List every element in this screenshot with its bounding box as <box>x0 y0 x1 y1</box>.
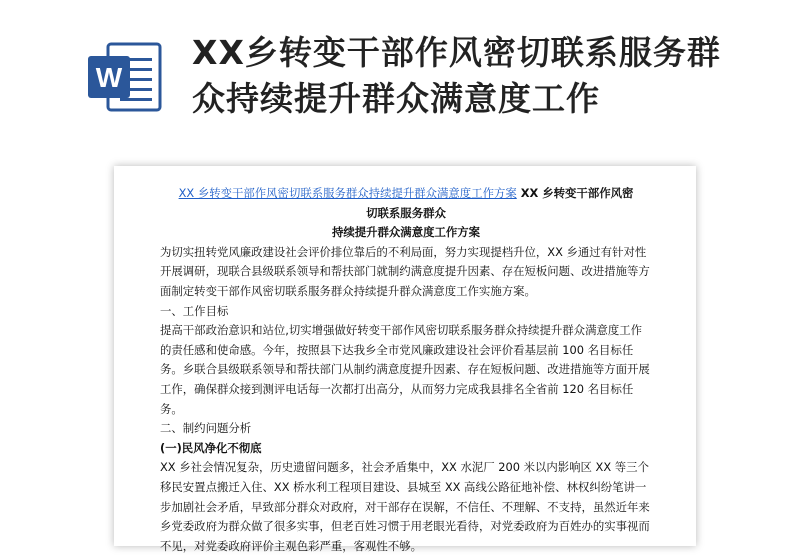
document-title-tail: XX 乡转变干部作风密 <box>516 186 634 200</box>
word-document-icon <box>86 38 164 116</box>
document-link[interactable]: XX 乡转变干部作风密切联系服务群众持续提升群众满意度工作方案 <box>178 186 517 200</box>
document-title-line <box>160 184 652 204</box>
header <box>0 0 800 150</box>
document-content <box>160 184 652 556</box>
word-icon-letter: W <box>95 62 123 93</box>
section1-heading: 一、工作目标 <box>160 303 229 318</box>
document-subtitle: 持续提升群众满意度工作方案 <box>331 225 481 240</box>
section1-paragraph: 提高干部政治意识和站位,切实增强做好转变干部作风密切联系服务群众持续提升群众满意度工作的责任感和使命感。今年，按照县下达我乡全市党风廉政建设社会评价看基层前 100 名目标任务。乡联合县级联系领导和帮扶部门从制约满意度提升因素、存在短板问题、改进措施等方面开展工作，确保群众接到测评电话每一次都打出高分，从而努力完成我县排名全省前 120 名目标任务。 <box>160 323 650 416</box>
document-page <box>114 166 696 553</box>
subsection1-heading: (一)民风净化不彻底 <box>160 440 262 455</box>
subsection1-paragraph: XX 乡社会情况复杂，历史遗留问题多，社会矛盾集中，XX 水泥厂 200 米以内影响区 XX 等三个移民安置点搬迁入住、XX 桥水利工程项目建设、县城至 XX 高线公路征地补偿、林权纠纷笔讲一步加剧社会矛盾，早致部分群众对政府，对干部存在误解，不信任、不理解、不支持，虽然近年来乡党委政府为群众做了很多实事，但老百姓习惯于用老眼光看待，对党委政府为百姓办的实事视而不见，对党委政府评价主观色彩严重，客观性不够。 <box>160 460 650 553</box>
section2-heading: 二、制约问题分析 <box>160 421 252 436</box>
document-title-line2: 切联系服务群众 <box>366 205 446 220</box>
page-title: XX乡转变干部作风密切联系服务群众持续提升群众满意度工作 <box>192 33 721 118</box>
intro-paragraph: 为切实扭转党风廉政建设社会评价排位靠后的不利局面，努力实现提档升位，XX 乡通过有针对性开展调研，现联合县级联系领导和帮扶部门就制约满意度提升因素、存在短板问题、改进措施等方面制定转变干部作风密切联系服务群众持续提升群众满意度工作实施方案。 <box>160 244 650 298</box>
